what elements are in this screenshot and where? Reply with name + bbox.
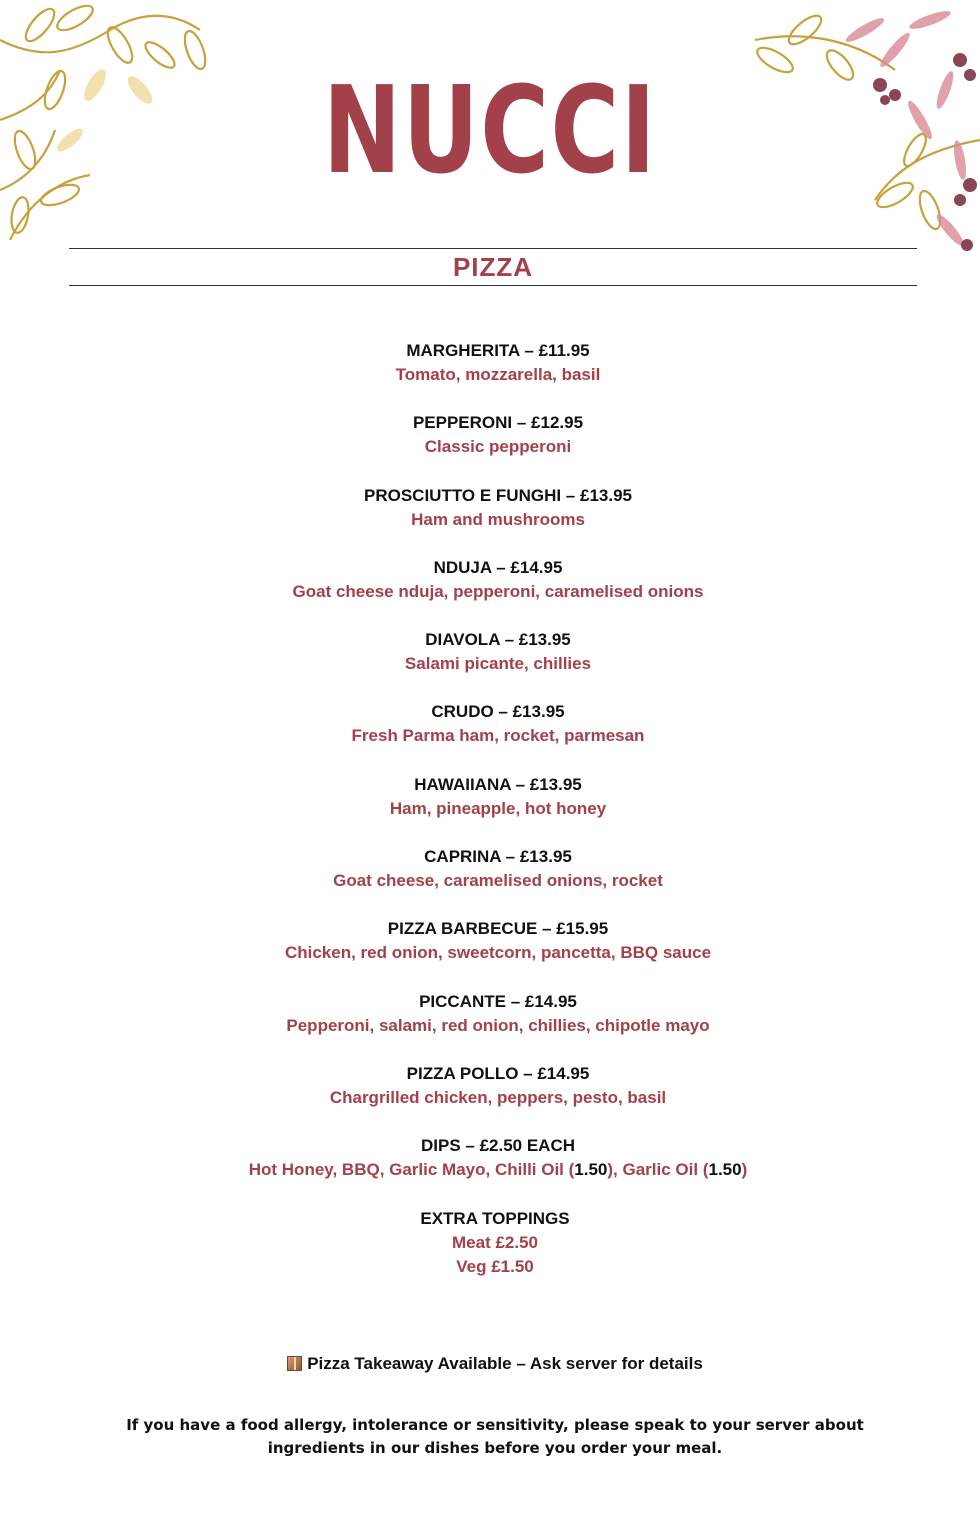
dips-price: 1.50	[708, 1160, 742, 1180]
dips-text: Hot Honey, BBQ, Garlic Mayo, Chilli Oil (	[248, 1160, 575, 1180]
menu-item	[0, 700, 980, 772]
takeaway-notice	[0, 1352, 980, 1376]
menu-item-description: Chargrilled chicken, peppers, pesto, basil	[329, 1087, 667, 1107]
menu-item-name: PROSCIUTTO E FUNGHI – £13.95	[364, 485, 632, 505]
menu-item-name: MARGHERITA – £11.95	[406, 341, 590, 360]
menu-item-description: Fresh Parma ham, rocket, parmesan	[351, 726, 645, 746]
dips-description	[0, 1158, 980, 1182]
menu-item	[0, 339, 980, 411]
menu-item-name: PEPPERONI – £12.95	[412, 413, 584, 433]
menu-item-name: PICCANTE – £14.95	[419, 991, 577, 1011]
brand-logo: NUCCI	[322, 62, 658, 201]
menu-item-description: Ham, pineapple, hot honey	[389, 798, 607, 818]
takeaway-text: Pizza Takeaway Available – Ask server for details	[307, 1354, 703, 1373]
menu-item	[0, 484, 980, 556]
menu-item	[0, 628, 980, 700]
menu-item-name: PIZZA POLLO – £14.95	[406, 1063, 590, 1083]
menu-item	[0, 845, 980, 917]
menu-item-name: DIAVOLA – £13.95	[425, 630, 571, 650]
menu-item-description: Salami picante, chillies	[404, 654, 592, 674]
menu-item-description: Chicken, red onion, sweetcorn, pancetta, BBQ sauce	[284, 943, 712, 963]
menu-item-name: CRUDO – £13.95	[431, 702, 565, 722]
menu-item-name: CAPRINA – £13.95	[424, 847, 572, 867]
dips-price: 1.50	[574, 1160, 608, 1180]
menu-item	[0, 990, 980, 1062]
menu-item-name: HAWAIIANA – £13.95	[414, 774, 582, 794]
dips-text: )	[741, 1160, 748, 1180]
allergy-notice: If you have a food allergy, intolerance or sensitivity, please speak to your server about ingredients in our dishes before you order your meal.	[126, 1416, 864, 1457]
menu-item-name: PIZZA BARBECUE – £15.95	[387, 919, 609, 939]
extra-toppings-meat: Meat £2.50	[452, 1233, 538, 1252]
section-rule-bottom	[69, 285, 917, 286]
menu-item	[0, 411, 980, 483]
menu-item	[0, 1062, 980, 1134]
menu-item-description: Tomato, mozzarella, basil	[395, 365, 601, 384]
menu-item	[0, 917, 980, 989]
extra-toppings-veg: Veg £1.50	[456, 1257, 534, 1276]
section-title: PIZZA	[452, 252, 534, 282]
extra-toppings	[0, 1207, 980, 1279]
menu-item-description: Goat cheese, caramelised onions, rocket	[333, 871, 663, 891]
dips-text: ), Garlic Oil (	[607, 1160, 709, 1180]
package-icon	[287, 1356, 302, 1371]
section-rule-top	[69, 248, 917, 249]
menu-item	[0, 556, 980, 628]
menu-item	[0, 773, 980, 845]
dips-name: DIPS – £2.50 EACH	[420, 1136, 575, 1156]
menu-item-name: NDUJA – £14.95	[433, 557, 563, 577]
pizza-menu-list	[0, 339, 980, 1207]
menu-item-description: Pepperoni, salami, red onion, chillies, chipotle mayo	[286, 1015, 710, 1035]
menu-item-description: Ham and mushrooms	[411, 509, 585, 529]
menu-item-description: Classic pepperoni	[424, 437, 572, 457]
menu-item-dips	[0, 1134, 980, 1206]
extra-toppings-title: EXTRA TOPPINGS	[420, 1209, 570, 1228]
menu-item-description: Goat cheese nduja, pepperoni, caramelised onions	[292, 581, 704, 601]
